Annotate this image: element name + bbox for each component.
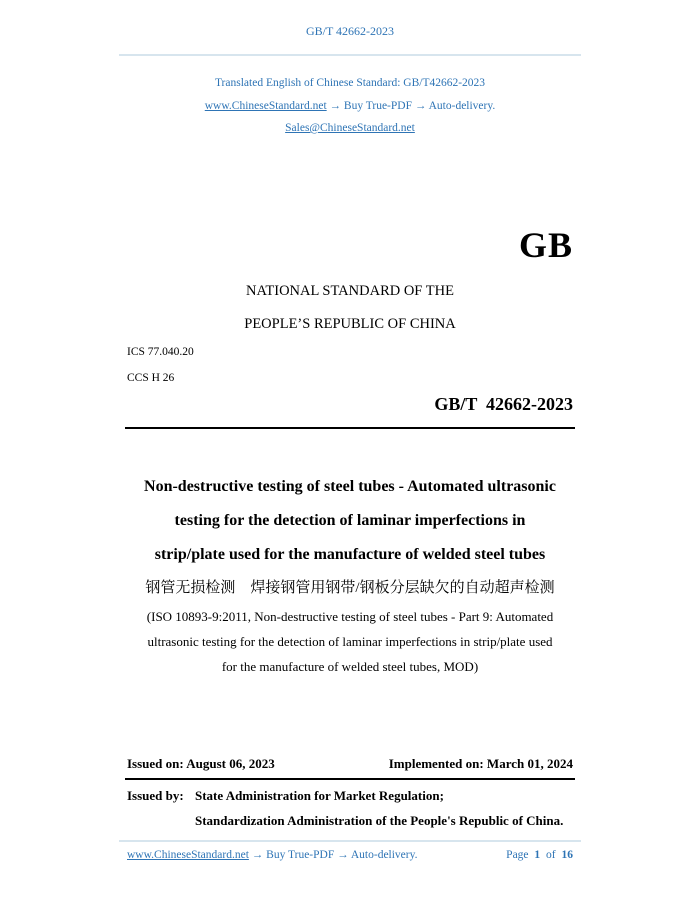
ccs-code: CCS H 26	[127, 372, 175, 384]
issuance-dates-row	[127, 756, 573, 772]
footer-divider	[119, 840, 581, 842]
issuer-line: State Administration for Market Regulation;	[195, 788, 444, 803]
site-link[interactable]: www.ChineseStandard.net	[204, 100, 327, 112]
arrow-icon: →	[414, 100, 427, 112]
national-standard-line-2: PEOPLE’S REPUBLIC OF CHINA	[244, 316, 456, 332]
arrow-icon: →	[329, 100, 342, 112]
issued-by-label: Issued by:	[127, 788, 184, 803]
implemented-on-date: Implemented on: March 01, 2024	[388, 756, 573, 771]
translated-standard-line: Translated English of Chinese Standard: GB/T42662-2023	[214, 77, 486, 89]
page-indicator	[506, 849, 573, 861]
issuer-names	[195, 783, 563, 833]
title-english-line: Non-destructive testing of steel tubes - Automated ultrasonic	[144, 478, 556, 495]
iso-note-line: for the manufacture of welded steel tubes, MOD)	[221, 659, 479, 674]
standard-number-rule	[125, 427, 575, 429]
title-english-line: strip/plate used for the manufacture of welded steel tubes	[154, 546, 546, 563]
title-english	[127, 470, 573, 572]
of-label: of	[546, 849, 556, 861]
footer-row	[127, 849, 573, 861]
header-divider	[119, 54, 581, 56]
arrow-icon: →	[337, 849, 349, 861]
page-label: Page	[506, 849, 529, 861]
iso-note-line: ultrasonic testing for the detection of laminar imperfections in strip/plate used	[147, 634, 553, 649]
arrow-icon: →	[251, 849, 264, 861]
issuer-line: Standardization Administration of the People's Republic of China.	[195, 813, 564, 828]
header-sales-line	[127, 122, 573, 134]
header-doc-code: GB/T 42662-2023	[305, 24, 395, 38]
iso-equivalence-note	[127, 604, 573, 679]
buy-true-pdf-label: Buy True-PDF	[343, 100, 412, 112]
iso-note-line: (ISO 10893-9:2011, Non-destructive testing of steel tubes - Part 9: Automated	[146, 609, 554, 624]
buy-true-pdf-label: Buy True-PDF	[266, 849, 335, 861]
national-standard-line-1: NATIONAL STANDARD OF THE	[246, 283, 454, 299]
page-total: 16	[561, 849, 573, 861]
issued-on-date: Issued on: August 06, 2023	[127, 756, 275, 771]
issuance-rule	[125, 778, 575, 780]
header-nav-line	[127, 100, 573, 112]
site-link[interactable]: www.ChineseStandard.net	[127, 849, 249, 861]
title-english-line: testing for the detection of laminar imperfections in	[174, 512, 526, 529]
auto-delivery-label: Auto-delivery.	[350, 849, 418, 861]
footer-nav-line	[127, 849, 418, 861]
page-current: 1	[534, 849, 541, 861]
auto-delivery-label: Auto-delivery.	[428, 100, 496, 112]
issued-by-block	[127, 783, 573, 833]
ics-code: ICS 77.040.20	[127, 346, 194, 358]
sales-email-link[interactable]: Sales@ChineseStandard.net	[285, 122, 415, 134]
standard-number: GB/T 42662-2023	[434, 394, 573, 414]
title-chinese: 钢管无损检测 焊接钢管用钢带/钢板分层缺欠的自动超声检测	[145, 580, 555, 596]
gb-logo: GB	[518, 225, 573, 265]
